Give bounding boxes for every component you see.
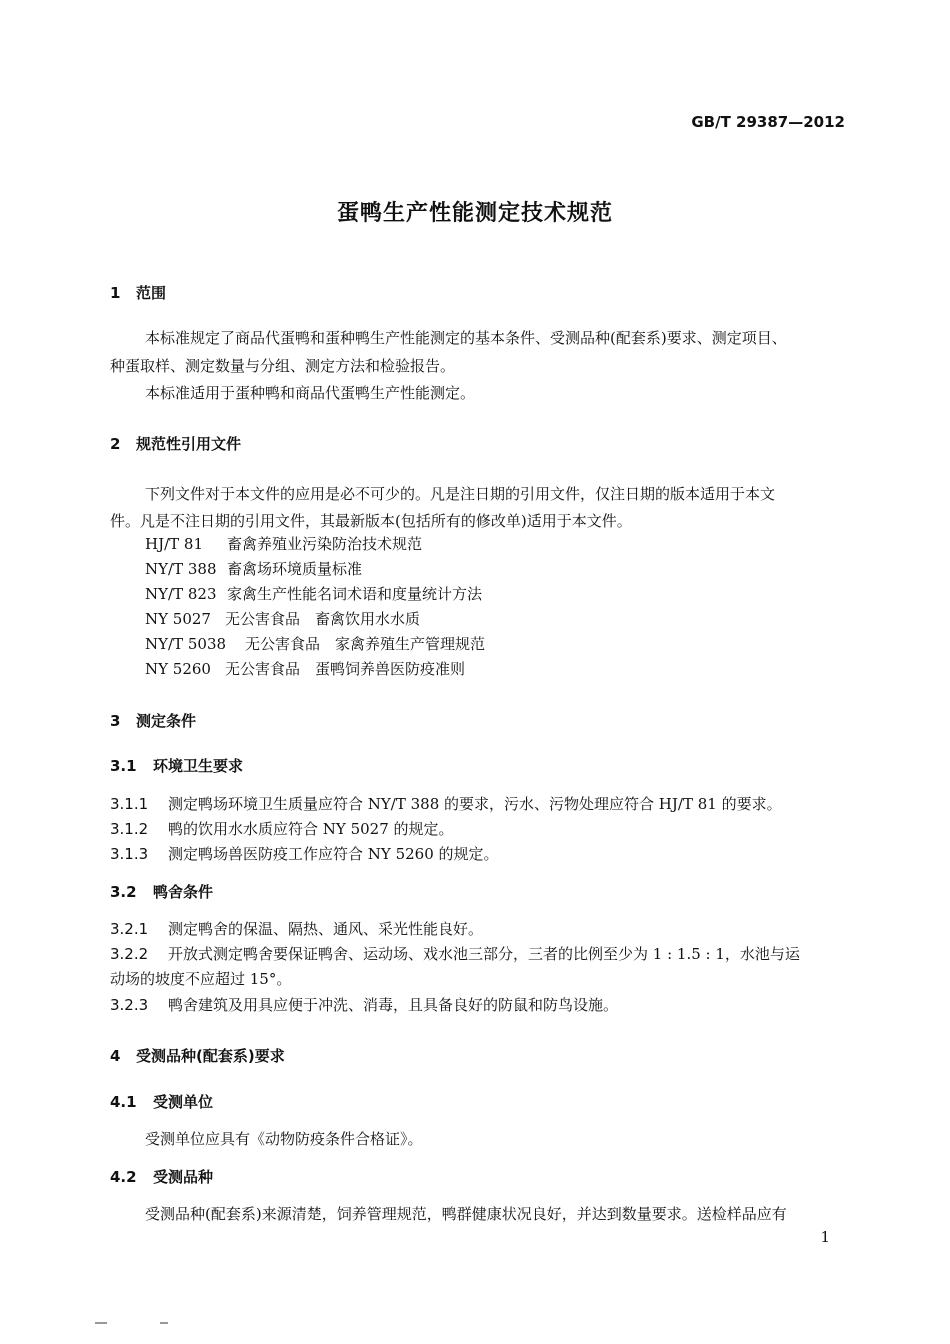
clause-3-2-1: [110, 918, 483, 939]
subsection-3-2-heading: [110, 881, 213, 902]
section-number: 3.1: [110, 757, 137, 775]
paragraph: 受测品种(配套系)来源清楚，饲养管理规范，鸭群健康状况良好，并达到数量要求。送检样品应有: [145, 1205, 787, 1223]
clause-number: 3.2.3: [110, 996, 149, 1014]
subsection-4-2-heading: [110, 1166, 213, 1187]
section-title: 受测单位: [153, 1093, 214, 1111]
section-3-heading: [110, 710, 196, 731]
reference-title: 无公害食品 家禽养殖生产管理规范: [245, 635, 486, 653]
scan-artifact: [95, 1322, 107, 1324]
standard-code: GB/T 29387—2012: [691, 113, 845, 131]
paragraph: 本标准规定了商品代蛋鸭和蛋种鸭生产性能测定的基本条件、受测品种(配套系)要求、测定项目、: [145, 329, 787, 347]
paragraph: 下列文件对于本文件的应用是必不可少的。凡是注日期的引用文件，仅注日期的版本适用于本文: [145, 485, 776, 503]
subsection-4-1-heading: [110, 1091, 213, 1112]
reference-code: NY/T 5038: [145, 635, 227, 653]
reference-item: [145, 633, 485, 654]
clause-text: 测定鸭场兽医防疫工作应符合 NY 5260 的规定。: [168, 845, 499, 863]
reference-title: 畜禽场环境质量标准: [227, 560, 363, 578]
reference-item: [145, 533, 422, 554]
reference-code: NY/T 388: [145, 560, 217, 578]
clause-number: 3.1.3: [110, 845, 149, 863]
section-4-heading: [110, 1045, 285, 1066]
reference-code: NY 5260: [145, 660, 211, 678]
reference-item: [145, 583, 482, 604]
clause-text: 测定鸭场环境卫生质量应符合 NY/T 388 的要求，污水、污物处理应符合 HJ/T 81 的要求。: [168, 795, 782, 813]
reference-item: [145, 658, 465, 679]
section-number: 4.2: [110, 1168, 137, 1186]
clause-number: 3.2.1: [110, 920, 149, 938]
section-number: 3: [110, 712, 121, 730]
clause-number: 3.2.2: [110, 945, 149, 963]
paragraph: 动场的坡度不应超过 15°。: [110, 970, 292, 988]
section-1-heading: [110, 282, 166, 303]
reference-item: [145, 558, 362, 579]
clause-text: 鸭的饮用水水质应符合 NY 5027 的规定。: [168, 820, 454, 838]
section-title: 范围: [136, 284, 167, 302]
section-title: 环境卫生要求: [153, 757, 244, 775]
reference-item: [145, 608, 420, 629]
paragraph: 件。凡是不注日期的引用文件，其最新版本(包括所有的修改单)适用于本文件。: [110, 512, 632, 530]
paragraph: 受测单位应具有《动物防疫条件合格证》。: [145, 1130, 423, 1148]
subsection-3-1-heading: [110, 755, 243, 776]
paragraph: 种蛋取样、测定数量与分组、测定方法和检验报告。: [110, 357, 456, 375]
clause-3-2-3: [110, 994, 618, 1015]
section-title: 受测品种(配套系)要求: [136, 1047, 285, 1065]
section-number: 2: [110, 435, 121, 453]
section-title: 规范性引用文件: [136, 435, 242, 453]
reference-code: HJ/T 81: [145, 535, 204, 553]
clause-text: 开放式测定鸭舍要保证鸭舍、运动场、戏水池三部分，三者的比例至少为 1 : 1.5 : 1，水池与运: [168, 945, 800, 963]
section-title: 受测品种: [153, 1168, 214, 1186]
paragraph: 本标准适用于蛋种鸭和商品代蛋鸭生产性能测定。: [145, 384, 476, 402]
clause-text: 测定鸭舍的保温、隔热、通风、采光性能良好。: [168, 920, 484, 938]
reference-code: NY 5027: [145, 610, 211, 628]
reference-title: 畜禽养殖业污染防治技术规范: [227, 535, 423, 553]
page-number: 1: [820, 1228, 830, 1246]
clause-3-1-1: [110, 793, 782, 814]
section-title: 测定条件: [136, 712, 197, 730]
clause-text: 鸭舍建筑及用具应便于冲洗、消毒，且具备良好的防鼠和防鸟设施。: [168, 996, 619, 1014]
scan-artifact: [160, 1322, 168, 1324]
page-title: 蛋鸭生产性能测定技术规范: [336, 201, 613, 226]
section-title: 鸭舍条件: [153, 883, 214, 901]
clause-3-1-2: [110, 818, 454, 839]
reference-title: 家禽生产性能名词术语和度量统计方法: [227, 585, 483, 603]
section-number: 1: [110, 284, 121, 302]
clause-number: 3.1.2: [110, 820, 149, 838]
clause-3-1-3: [110, 843, 499, 864]
section-number: 4: [110, 1047, 121, 1065]
reference-code: NY/T 823: [145, 585, 217, 603]
clause-number: 3.1.1: [110, 795, 149, 813]
section-2-heading: [110, 433, 241, 454]
reference-title: 无公害食品 畜禽饮用水水质: [225, 610, 421, 628]
clause-3-2-2: [110, 943, 800, 964]
section-number: 3.2: [110, 883, 137, 901]
reference-title: 无公害食品 蛋鸭饲养兽医防疫准则: [225, 660, 466, 678]
section-number: 4.1: [110, 1093, 137, 1111]
